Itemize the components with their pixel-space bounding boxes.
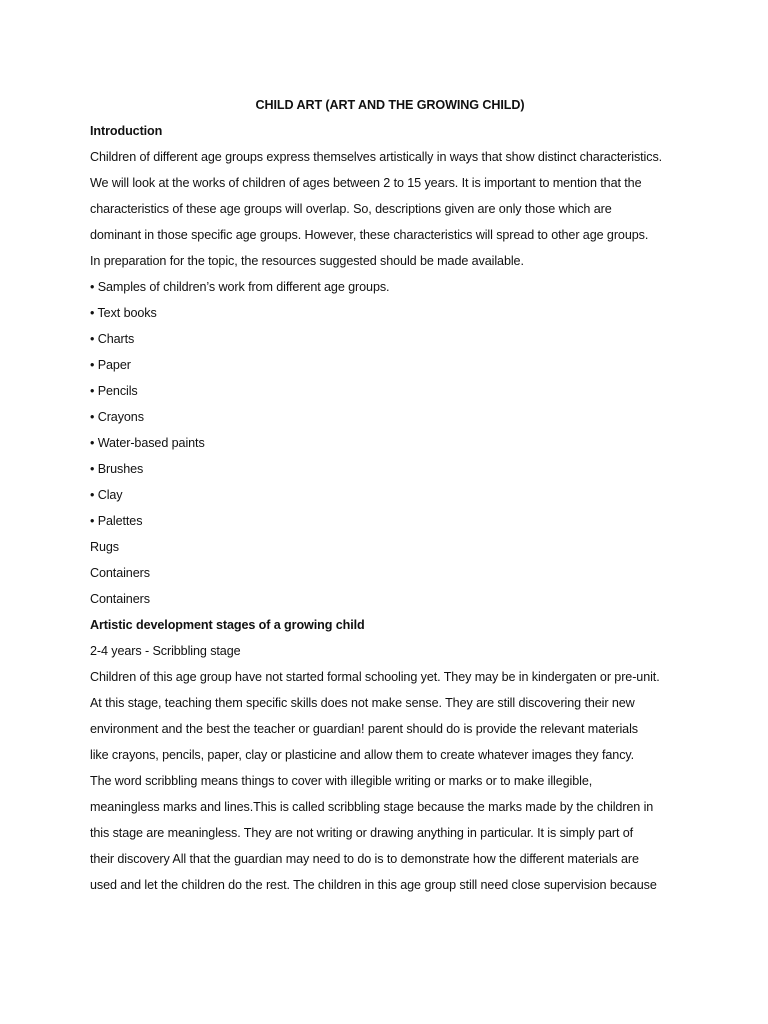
stage-1-heading: 2-4 years - Scribbling stage	[90, 644, 241, 658]
paragraph-line: At this stage, teaching them specific skills does not make sense. They are still discovering their new	[90, 696, 635, 710]
paragraph-line: We will look at the works of children of ages between 2 to 15 years. It is important to mention that the	[90, 176, 642, 190]
list-item: • Palettes	[90, 514, 143, 528]
paragraph-line: their discovery All that the guardian may need to do is to demonstrate how the different materials are	[90, 852, 639, 866]
document-content	[90, 92, 690, 898]
list-item: • Charts	[90, 332, 135, 346]
paragraph-line: like crayons, pencils, paper, clay or plasticine and allow them to create whatever images they fancy.	[90, 748, 635, 762]
paragraph-line: used and let the children do the rest. The children in this age group still need close supervision because	[90, 878, 657, 892]
list-item: Containers	[90, 566, 150, 580]
stage-1-paragraph	[90, 664, 690, 898]
paragraph-line: this stage are meaningless. They are not writing or drawing anything in particular. It is simply part of	[90, 826, 634, 840]
intro-paragraph	[90, 144, 690, 274]
paragraph-line: characteristics of these age groups will overlap. So, descriptions given are only those which are	[90, 202, 612, 216]
paragraph-line: Children of this age group have not started formal schooling yet. They may be in kindergaten or pre-unit.	[90, 670, 660, 684]
list-item: • Clay	[90, 488, 123, 502]
resources-list	[90, 274, 690, 612]
list-item: • Paper	[90, 358, 131, 372]
paragraph-line: Children of different age groups express themselves artistically in ways that show distinct characteristics.	[90, 150, 663, 164]
stages-heading: Artistic development stages of a growing child	[90, 618, 365, 632]
page-title: CHILD ART (ART AND THE GROWING CHILD)	[255, 98, 525, 112]
paragraph-line: environment and the best the teacher or guardian! parent should do is provide the relevant materials	[90, 722, 638, 736]
list-item: • Samples of children’s work from different age groups.	[90, 280, 390, 294]
paragraph-line: The word scribbling means things to cover with illegible writing or marks or to make illegible,	[90, 774, 593, 788]
paragraph-line: In preparation for the topic, the resources suggested should be made available.	[90, 254, 524, 268]
list-item: • Text books	[90, 306, 157, 320]
list-item: • Pencils	[90, 384, 138, 398]
paragraph-line: dominant in those specific age groups. However, these characteristics will spread to other age groups.	[90, 228, 649, 242]
list-item: • Crayons	[90, 410, 144, 424]
list-item: • Brushes	[90, 462, 144, 476]
list-item: • Water-based paints	[90, 436, 205, 450]
list-item: Rugs	[90, 540, 119, 554]
intro-heading: Introduction	[90, 124, 163, 138]
list-item: Containers	[90, 592, 150, 606]
paragraph-line: meaningless marks and lines.This is called scribbling stage because the marks made by the children in	[90, 800, 654, 814]
